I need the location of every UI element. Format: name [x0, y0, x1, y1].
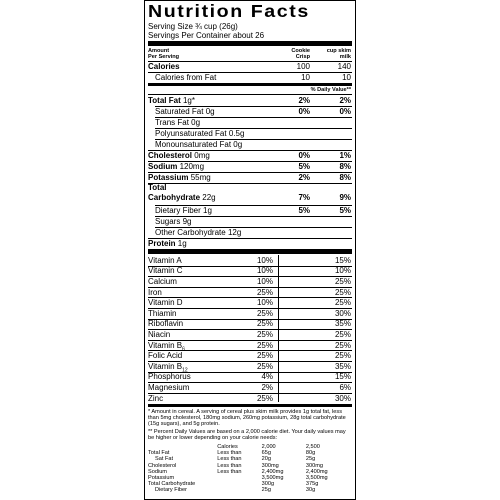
calories-fat-col2: 10 [342, 73, 351, 82]
nutrient-row [145, 161, 351, 172]
nutrient-amount: 9g [182, 217, 192, 226]
nutrient-dv-col2: 5% [339, 206, 351, 215]
vitamin-label: Thiamin [148, 308, 177, 318]
serving-size: Serving Size ¾ cup (26g) [148, 22, 238, 31]
dv-cell-c2000: 300mg [261, 462, 279, 469]
vitamin-label: Magnesium [148, 382, 190, 392]
nutrient-dv-col2: 8% [339, 173, 351, 182]
vitamin-label: Phosphorus [148, 372, 191, 382]
dv-cell-c2000: 65g [261, 450, 272, 457]
vitamin-subscript: 6 [182, 346, 185, 353]
nutrient-label: Potassium [148, 173, 189, 182]
dv-cell-qual [217, 487, 261, 493]
dv-cell-qual: Less than [217, 462, 242, 469]
header-amount: Amount [148, 48, 170, 54]
vitamin-name [148, 298, 183, 307]
nutrient-amount: 1g [203, 206, 212, 215]
vitamin-dv-col2: 25% [334, 340, 351, 350]
nutrient-label-line2: Carbohydrate [148, 193, 201, 202]
nutrient-label: Saturated Fat [155, 107, 204, 116]
nutrient-name [148, 162, 204, 171]
dv-cell-c2000: 3,500mg [261, 475, 284, 482]
dv-cell-label: Sat Fat [155, 456, 174, 463]
header-col1-line2: Crisp [295, 54, 310, 60]
vitamin-dv-col1: 25% [256, 319, 273, 329]
vitamin-row [145, 329, 351, 340]
nutrient-name [148, 183, 167, 192]
nutrient-dv-col2: 8% [339, 162, 351, 171]
nutrient-label: Total [148, 183, 167, 192]
dv-cell-c2500: 375g [305, 481, 319, 488]
nutrient-dv-col2: 2% [339, 96, 351, 105]
nutrient-dv-col2: 9% [339, 193, 351, 202]
vitamin-label: Vitamin D [148, 298, 183, 308]
nutrient-dv-col1: 7% [298, 193, 310, 202]
vitamin-row [145, 297, 351, 308]
vitamin-dv-col1: 2% [261, 382, 273, 392]
vitamin-dv-col2: 25% [334, 298, 351, 308]
nutrition-facts-panel [144, 0, 356, 500]
vitamin-dv-col2: 35% [334, 361, 351, 371]
nutrient-amount: 1g [177, 239, 187, 248]
vitamin-row [145, 266, 351, 277]
vitamin-dv-col1: 25% [256, 329, 273, 339]
calories-fat-col1: 10 [301, 73, 310, 82]
vitamin-row [145, 340, 351, 351]
vitamin-dv-col1: 10% [256, 298, 273, 308]
vitamin-label: Zinc [148, 393, 164, 403]
nutrient-name [148, 151, 210, 160]
header-col1-line1: Cookie [291, 48, 310, 54]
vitamin-label: Calcium [148, 276, 177, 286]
footnote-daily-values: ** Percent Daily Values are based on a 2,000 calorie diet. Your daily values may be higher or lower depending on your calorie needs: [148, 429, 346, 442]
vitamin-row [145, 319, 351, 330]
dv-cell-label: Total Fat [148, 450, 170, 457]
nutrient-amount: 1g* [182, 96, 195, 105]
nutrient-dv-col1: 0% [298, 151, 310, 160]
vitamin-row [145, 350, 351, 361]
daily-values-table [148, 444, 352, 494]
vitamin-label: Vitamin A [148, 255, 182, 265]
vitamin-dv-col2: 15% [334, 372, 351, 382]
vitamin-dv-col2: 10% [334, 266, 351, 276]
dv-cell-qual: Calories [217, 444, 238, 450]
dv-cell-c2000: 20g [261, 456, 272, 463]
nutrient-amount: 0mg [194, 151, 210, 160]
vitamin-label: Vitamin B [148, 361, 183, 371]
dv-cell-c2500: 30g [305, 487, 316, 494]
nutrient-name [155, 140, 242, 149]
nutrient-amount: 0g [191, 118, 201, 127]
nutrient-name [155, 206, 212, 215]
vitamin-dv-col1: 4% [261, 372, 273, 382]
vitamin-dv-col2: 25% [334, 351, 351, 361]
vitamin-name [148, 288, 162, 297]
nutrient-dv-col2: 1% [339, 151, 351, 160]
vitamin-name [148, 277, 177, 286]
dv-cell-c2500: 300mg [305, 462, 323, 469]
vitamin-dv-col2: 35% [334, 319, 351, 329]
dv-cell-label: Total Carbohydrate [148, 481, 196, 488]
vitamin-name [148, 266, 183, 275]
nutrient-amount: 120mg [179, 162, 205, 171]
header-col2-line1: with ½ [333, 42, 351, 48]
vitamin-row [145, 393, 351, 404]
dv-cell-qual: Less than [217, 468, 242, 475]
nutrient-label: Other Carbohydrate [155, 228, 226, 237]
vitamin-dv-col2: 30% [334, 393, 351, 403]
vitamin-dv-col1: 25% [256, 393, 273, 403]
dv-cell-c2000: 2,000 [261, 444, 276, 450]
nutrient-name [155, 118, 200, 127]
vitamin-dv-col1: 10% [256, 266, 273, 276]
nutrient-label: Polyunsaturated Fat [155, 129, 227, 138]
header-per-serving: Per Serving [148, 54, 180, 60]
vitamin-dv-col1: 10% [256, 255, 273, 265]
nutrient-name [148, 96, 195, 105]
vitamin-row [145, 276, 351, 287]
nutrient-label: Protein [148, 239, 176, 248]
vitamin-row [145, 361, 351, 372]
vitamin-label: Vitamin B [148, 340, 183, 350]
dv-cell-label: Cholesterol [148, 462, 177, 469]
nutrient-dv-col1: 5% [298, 162, 310, 171]
nutrient-name [155, 217, 192, 226]
dv-cell-c2500: 2,400mg [305, 468, 328, 475]
vitamin-dv-col2: 25% [334, 329, 351, 339]
vitamin-dv-col2: 30% [334, 308, 351, 318]
header-col2-line3: milk [339, 54, 351, 60]
vitamin-dv-col1: 25% [256, 351, 273, 361]
vitamin-dv-col1: 25% [256, 308, 273, 318]
nutrient-dv-col1: 0% [298, 107, 310, 116]
vitamin-dv-col1: 25% [256, 340, 273, 350]
daily-value-header: % Daily Value** [310, 87, 351, 93]
vitamin-dv-col2: 25% [334, 287, 351, 297]
vitamin-dv-col1: 10% [256, 276, 273, 286]
vitamin-name [148, 256, 182, 265]
dv-cell-c2500: 2,500 [305, 444, 320, 450]
dv-cell-c2000: 2,400mg [261, 468, 284, 475]
dv-cell-label: Sodium [148, 468, 167, 475]
vitamin-row [145, 287, 351, 298]
vitamin-name [148, 351, 182, 360]
vitamin-name [148, 330, 170, 339]
vitamin-name [148, 394, 163, 403]
nutrient-label: Cholesterol [148, 151, 193, 160]
vitamin-row [145, 372, 351, 383]
nutrient-amount: 55mg [190, 173, 211, 182]
vitamin-dv-col2: 25% [334, 276, 351, 286]
header-col2-line2: cup skim [326, 48, 351, 54]
nutrient-label: Sugars [155, 217, 181, 226]
vitamin-row [145, 382, 351, 393]
dv-cell-label: Dietary Fiber [155, 487, 188, 494]
dv-cell-c2500: 3,500mg [305, 475, 328, 482]
vitamin-label: Riboflavin [148, 319, 184, 329]
thick-divider-vitamins [148, 249, 352, 254]
nutrient-dv-col1: 5% [298, 206, 310, 215]
vitamin-name [148, 319, 183, 328]
vitamin-label: Vitamin C [148, 266, 183, 276]
nutrient-row [145, 117, 351, 128]
dv-cell-qual: Less than [217, 456, 242, 463]
nutrient-name [155, 129, 244, 138]
nutrient-name [155, 228, 241, 237]
vitamin-dv-col2: 15% [334, 255, 351, 265]
nutrient-dv-col1: 2% [298, 173, 310, 182]
calories-label: Calories [148, 62, 180, 71]
nutrient-name [148, 239, 187, 248]
dv-cell-c2000: 300g [261, 481, 275, 488]
dv-table-row [148, 487, 352, 493]
thick-divider-footnotes [148, 404, 352, 407]
nutrient-amount: 0.5g [228, 129, 245, 138]
vitamin-dv-col2: 6% [339, 382, 351, 392]
nutrient-label: Dietary Fiber [155, 206, 201, 215]
nutrient-row [145, 150, 351, 161]
vitamin-row [145, 255, 351, 266]
nutrient-row [145, 139, 351, 150]
nutrient-label: Monounsaturated Fat [155, 140, 232, 149]
vitamin-label: Iron [148, 287, 162, 297]
nutrient-name [155, 107, 215, 116]
nutrient-row [145, 216, 351, 227]
servings-per-container: Servings Per Container about 26 [148, 31, 265, 40]
vitamin-name [148, 372, 191, 381]
nutrient-row [145, 205, 351, 216]
dv-cell-label: Potassium [148, 475, 175, 482]
nutrient-dv-col2: 0% [339, 107, 351, 116]
vitamin-name [148, 309, 176, 318]
dv-cell-c2500: 25g [305, 456, 316, 463]
vitamin-name [148, 383, 189, 392]
dv-cell-qual: Less than [217, 450, 242, 457]
label-title: Nutrition Facts [148, 1, 310, 21]
nutrient-row [145, 95, 351, 106]
vitamin-subscript: 12 [182, 367, 188, 374]
footnote-serving: * Amount in cereal. A serving of cereal plus skim milk provides 1g total fat, less than 5mg cholesterol, 180mg sodium, 260mg potassium, 28g total carbohydrate (15g sugars), and 5g protein. [148, 409, 346, 428]
nutrient-label: Total Fat [148, 96, 181, 105]
vitamin-label: Niacin [148, 329, 171, 339]
nutrient-amount: 22g [202, 193, 216, 202]
nutrient-row [145, 128, 351, 139]
vitamin-row [145, 308, 351, 319]
calories-col2: 140 [337, 62, 351, 71]
thick-divider-mid [148, 83, 352, 86]
nutrient-amount: 0g [233, 140, 243, 149]
calories-col1: 100 [296, 62, 310, 71]
nutrient-name [148, 173, 211, 182]
nutrient-label: Sodium [148, 162, 178, 171]
vitamin-dv-col1: 25% [256, 361, 273, 371]
nutrient-row [145, 227, 351, 238]
nutrient-row [145, 238, 351, 249]
nutrient-dv-col1: 2% [298, 96, 310, 105]
nutrient-label: Trans Fat [155, 118, 189, 127]
vitamin-label: Folic Acid [148, 351, 183, 361]
nutrient-amount: 0g [205, 107, 215, 116]
nutrient-row [145, 172, 351, 183]
nutrient-name-line2 [148, 193, 216, 202]
nutrient-row [145, 106, 351, 117]
nutrient-row [145, 183, 351, 205]
dv-cell-c2000: 25g [261, 487, 272, 494]
calories-fat-label: Calories from Fat [155, 73, 217, 82]
vitamin-dv-col1: 25% [256, 287, 273, 297]
nutrient-amount: 12g [227, 228, 242, 237]
dv-cell-c2500: 80g [305, 450, 316, 457]
